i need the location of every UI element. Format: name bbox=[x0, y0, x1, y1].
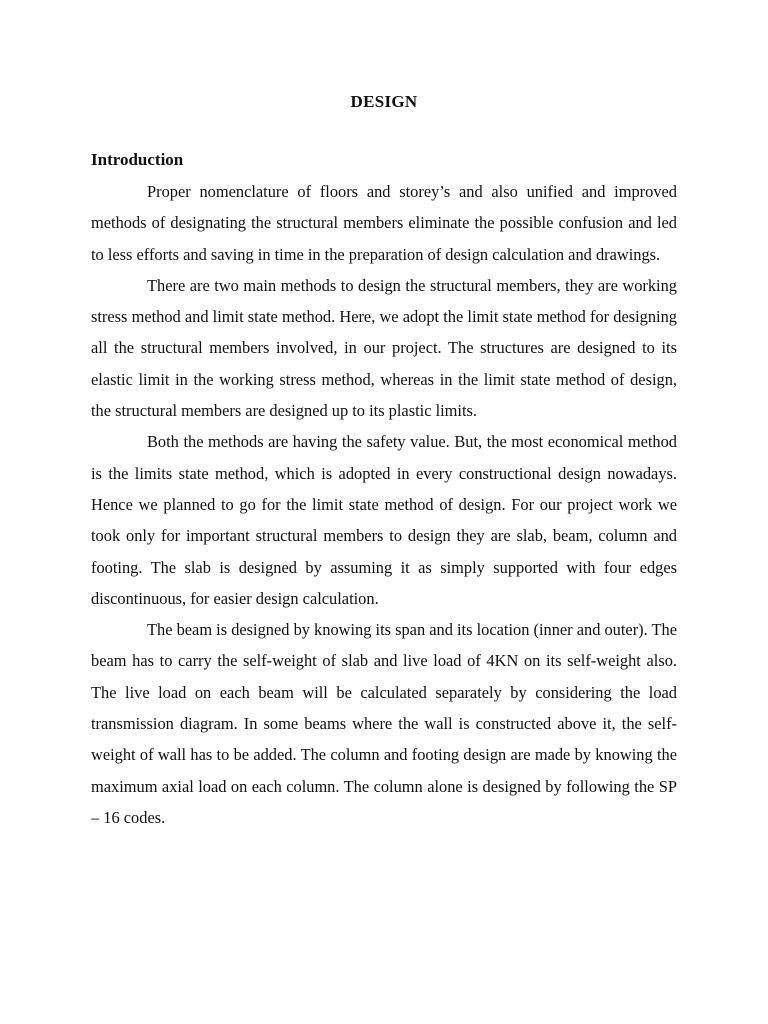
paragraph-3: Both the methods are having the safety value. But, the most economical method is the limits state method, which is adopted in every constructional design nowadays. Hence we planned to go for the limit state method of design. For our project work we took only for important structural members to design they are slab, beam, column and footing. The slab is designed by assuming it as simply supported with four edges discontinuous, for easier design calculation. bbox=[91, 432, 677, 608]
body-text bbox=[91, 176, 677, 833]
page-title: DESIGN bbox=[350, 92, 418, 111]
section-heading-introduction: Introduction bbox=[91, 150, 184, 169]
paragraph-2: There are two main methods to design the structural members, they are working stress method and limit state method. Here, we adopt the limit state method for designing all the structural members involved, in our project. The structures are designed to its elastic limit in the working stress method, whereas in the limit state method of design, the structural members are designed up to its plastic limits. bbox=[91, 275, 677, 421]
paragraph-1: Proper nomenclature of floors and storey’s and also unified and improved methods of designating the structural members eliminate the possible confusion and led to less efforts and saving in time in the preparation of design calculation and drawings. bbox=[91, 182, 677, 264]
paragraph-4: The beam is designed by knowing its span and its location (inner and outer). The beam has to carry the self-weight of slab and live load of 4KN on its self-weight also. The live load on each beam will be calculated separately by considering the load transmission diagram. In some beams where the wall is constructed above it, the self-weight of wall has to be added. The column and footing design are made by knowing the maximum axial load on each column. The column alone is designed by following the SP – 16 codes. bbox=[91, 620, 677, 827]
